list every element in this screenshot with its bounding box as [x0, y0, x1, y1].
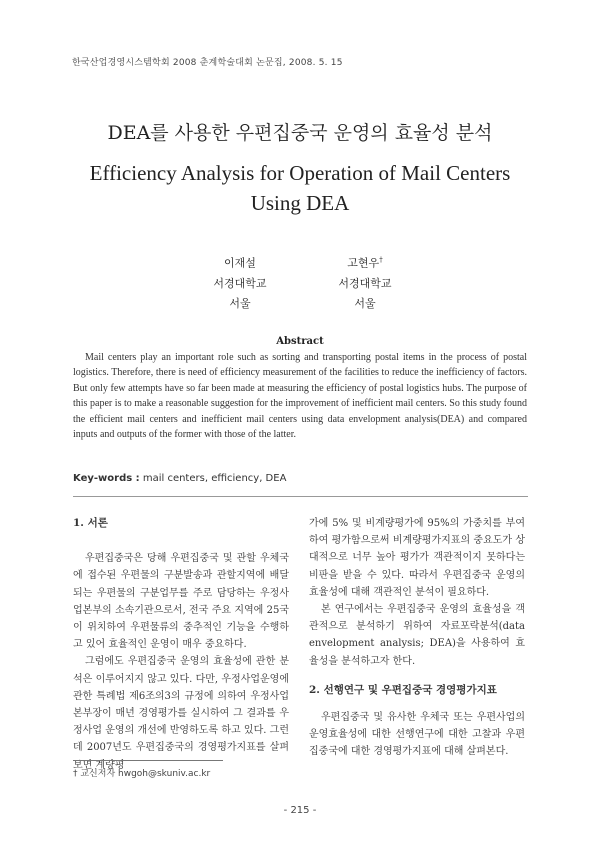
author-city: 서울 [229, 296, 251, 310]
keywords-label: Key-words : [73, 473, 140, 484]
keywords-value: mail centers, efficiency, DEA [142, 473, 287, 484]
author-city: 서울 [354, 296, 376, 310]
left-column [73, 515, 289, 774]
section-heading: 1. 서론 [73, 517, 108, 529]
english-title: Efficiency Analysis for Operation of Mail Centers Using DEA [89, 161, 511, 215]
footnote-divider [73, 760, 223, 761]
body-paragraph: 그럼에도 우편집중국 운영의 효율성에 관한 분석은 이루어지지 않고 있다. 다만, 우정사업운영에 관한 특례법 제6조의3의 규정에 의하여 우정사업본부장이 매년 경영평가를 실시하여 그 결과를 우정사업 운영의 개선에 반영하도록 하고 있다. 그런데 2007년도 우편집중국의 경영평가지표를 살펴보면 계량평 [73, 656, 289, 771]
abstract-heading: Abstract [276, 336, 324, 347]
author-block [180, 250, 300, 314]
author-name: 고현우† [347, 256, 383, 270]
author-affiliation: 서경대학교 [338, 276, 392, 290]
author-block [305, 250, 425, 314]
body-paragraph: 본 연구에서는 우편집중국 운영의 효율성을 객관적으로 분석하기 위하여 자료포락분석(data envelopment analysis; DEA)을 사용하여 효율성을 분석하고자 한다. [309, 604, 525, 667]
korean-title: DEA를 사용한 우편집중국 운영의 효율성 분석 [107, 122, 493, 144]
author-name: 이재설 [224, 256, 256, 270]
section-divider [73, 496, 528, 497]
body-paragraph: 우편집중국 및 유사한 우체국 또는 우편사업의 운영효율성에 대한 선행연구에 대한 고찰과 우편집중국에 대한 경영평가지표에 대해 살펴본다. [309, 712, 525, 758]
body-paragraph: 가에 5% 및 비계량평가에 95%의 가중치를 부여하여 평가함으로써 비계량평가지표의 중요도가 상대적으로 너무 높아 평가가 객관적이지 못하다는 비판을 받을 수 있다. 따라서 우편집중국 운영의 효율성에 대해 객관적인 분석이 필요하다. [309, 518, 525, 598]
abstract-text: Mail centers play an important role such as sorting and transporting postal items in the process of postal logistics. Therefore, there is need of efficiency measurement of the facilities to reduce the inefficiency of factors. But only few attempts have so far been made at measuring the efficiency of postal logistics hubs. The purpose of this paper is to make a reasonable suggestion for the improvement of inefficient mail centers. So this study found the efficient mail centers and inefficient mail centers using data envelopment analysis(DEA) and compared inputs and outputs of the former with those of the latter. [73, 352, 527, 441]
author-affiliation: 서경대학교 [213, 276, 267, 290]
running-header: 한국산업경영시스템학회 2008 춘계학술대회 논문집, 2008. 5. 15 [72, 58, 343, 68]
footnote: † 교신저자 hwgoh@skuniv.ac.kr [73, 769, 211, 779]
body-paragraph: 우편집중국은 당해 우편집중국 및 관할 우체국에 접수된 우편물의 구분발송과 관할지역에 배달되는 우편물의 구분업무를 주로 담당하는 우정사업본부의 소속기관으로서, 전국 주요 지역에 25국이 위치하여 우편물류의 중추적인 기능을 수행하고 있어 효율적인 운영이 매우 중요하다. [73, 553, 289, 651]
section-heading: 2. 선행연구 및 우편집중국 경영평가지표 [309, 683, 497, 696]
keywords [73, 473, 286, 484]
page-number: - 215 - [283, 805, 317, 816]
right-column [309, 515, 525, 761]
